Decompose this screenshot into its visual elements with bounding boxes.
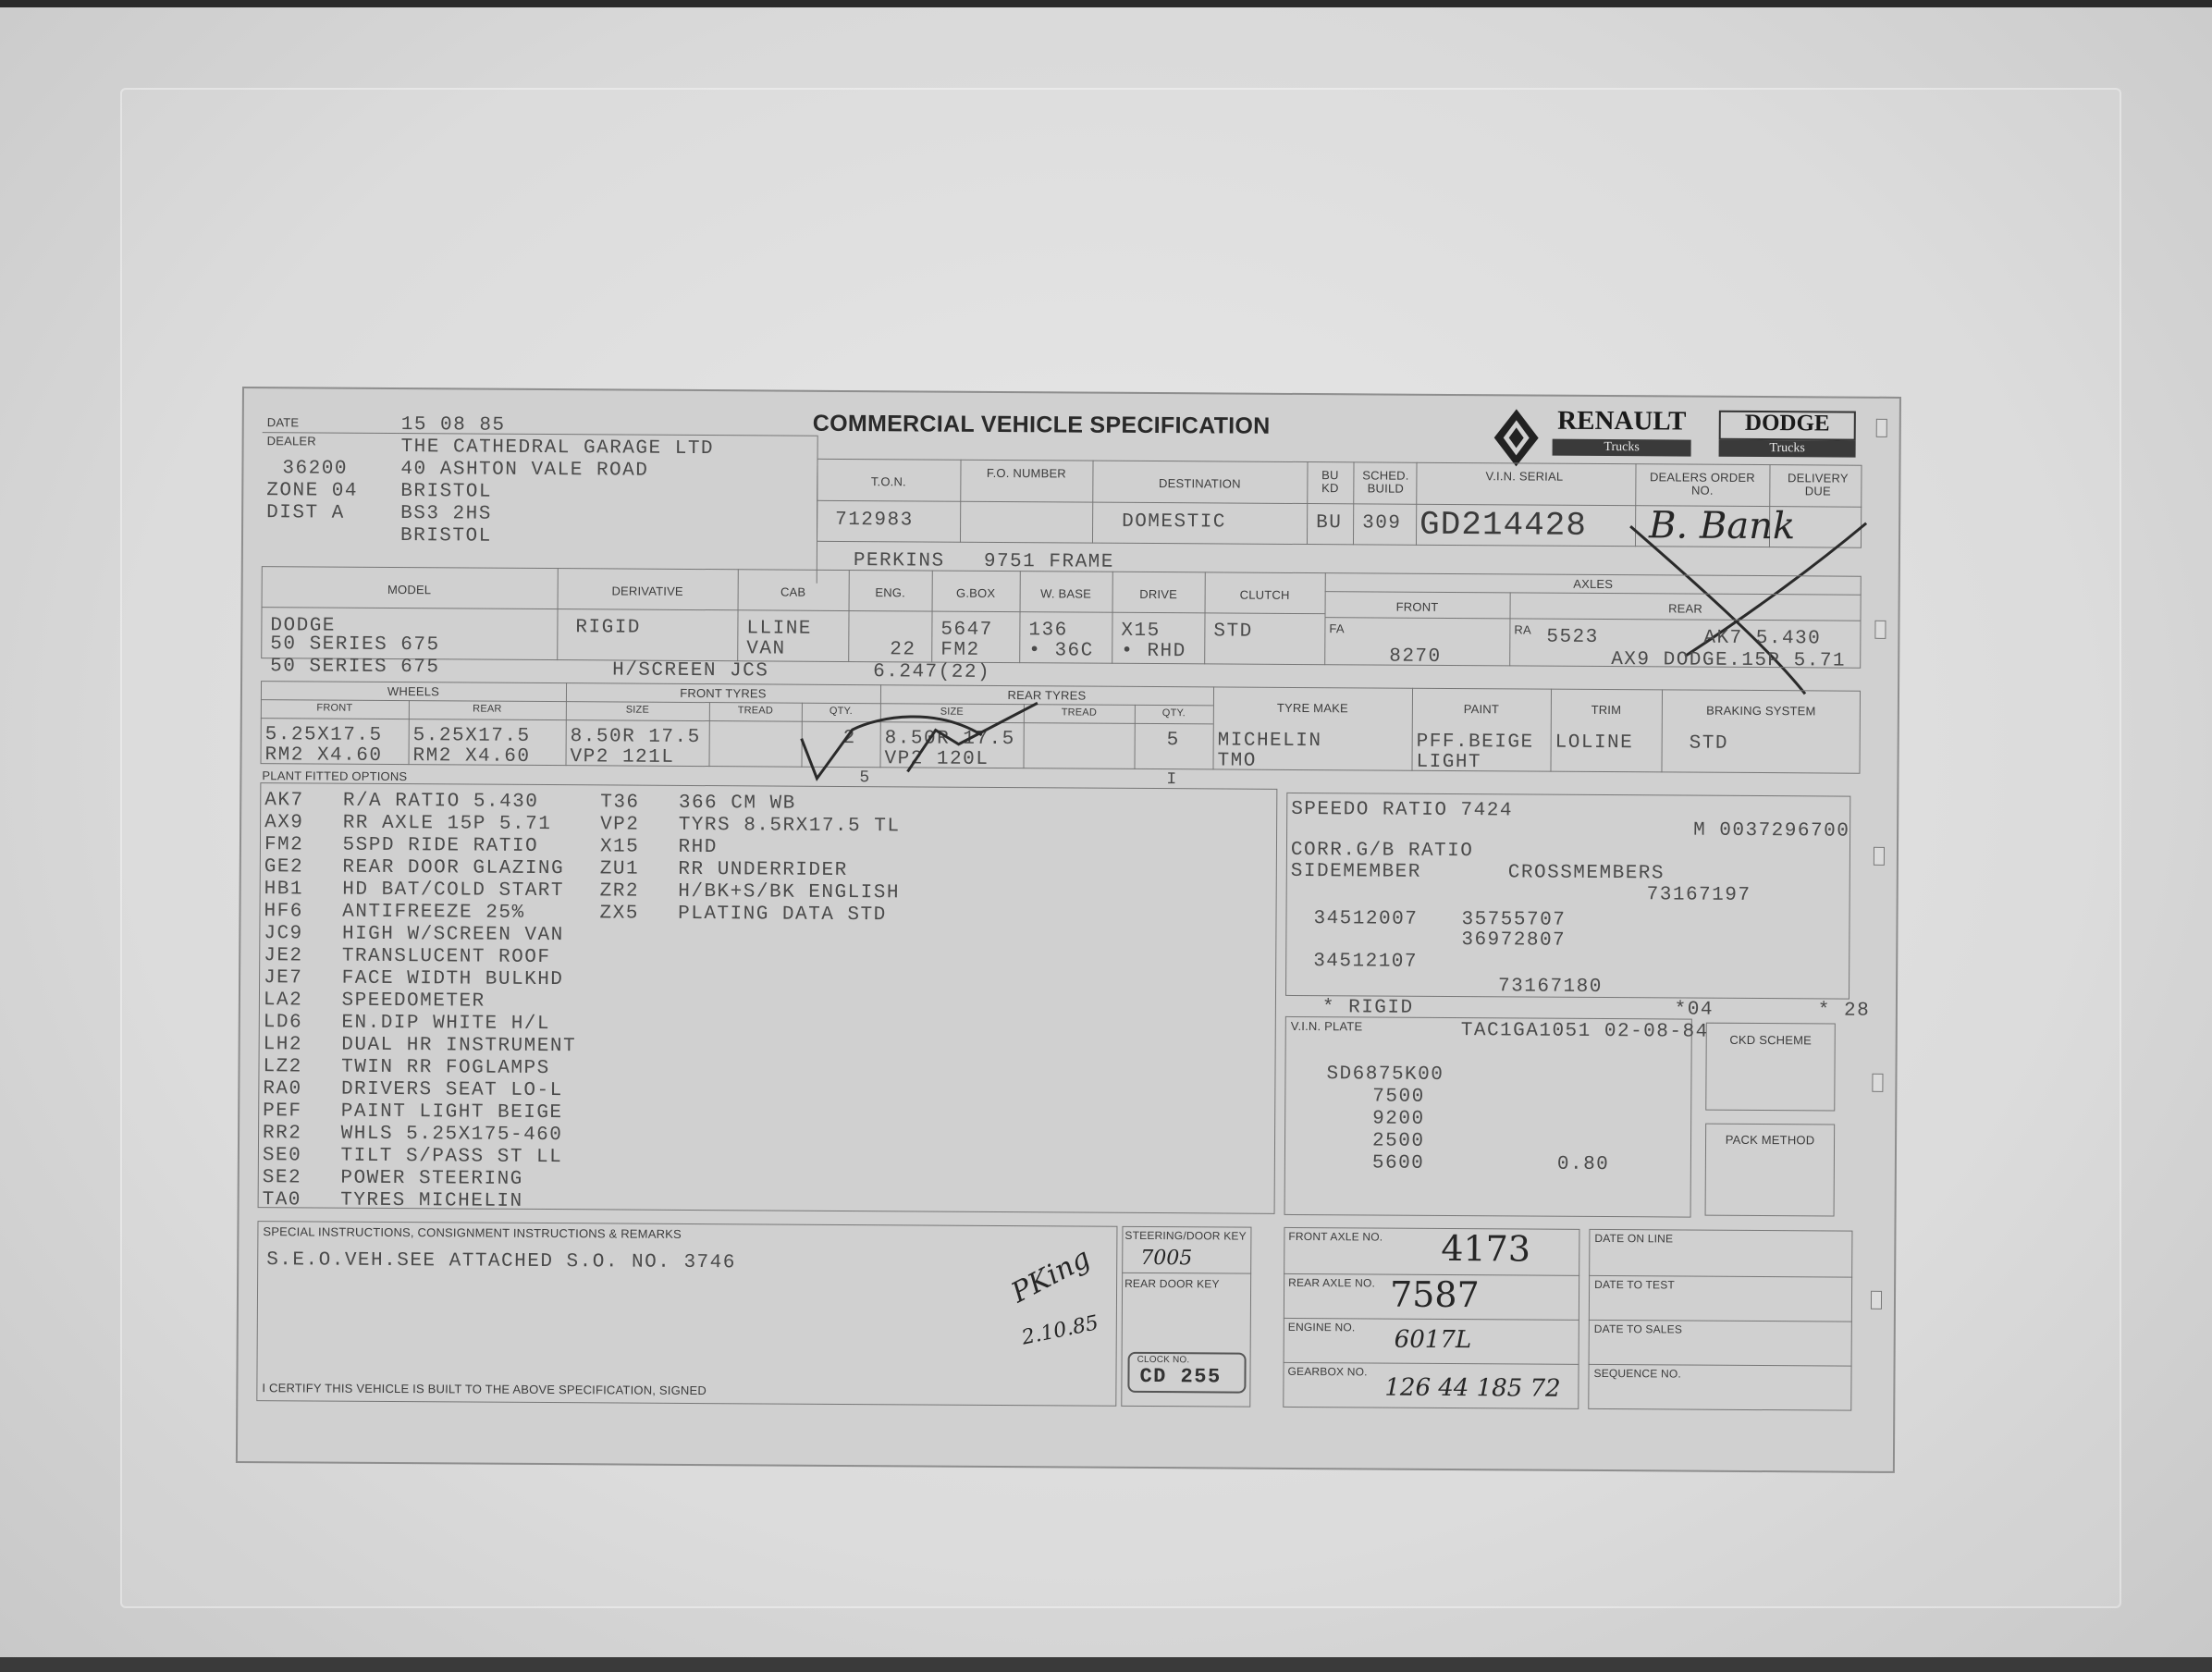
form-title: COMMERCIAL VEHICLE SPECIFICATION (812, 410, 1271, 439)
certify-line: I CERTIFY THIS VEHICLE IS BUILT TO THE ABOVE SPECIFICATION, SIGNED (262, 1381, 707, 1398)
braking-label: BRAKING SYSTEM (1706, 703, 1816, 719)
eng-value: 22 (890, 639, 916, 661)
dealer-code: ZONE 04 (266, 480, 359, 502)
rear-axle-1: AK7 5.430 (1703, 627, 1822, 650)
dealer-line: BS3 2HS (400, 503, 492, 525)
screen-line: H/SCREEN JCS 6.247(22) (612, 659, 991, 683)
axles-rear-label: REAR (1668, 601, 1703, 616)
rear-axle-label: REAR AXLE NO. (1288, 1275, 1376, 1290)
sequence-label: SEQUENCE NO. (1593, 1366, 1681, 1381)
destination-value: DOMESTIC (1122, 510, 1227, 534)
punch-hole (1876, 419, 1887, 437)
option-line: GE2 REAR DOOR GLAZING (264, 856, 565, 880)
option-line: FM2 5SPD RIDE RATIO (264, 834, 539, 857)
punch-hole (1874, 847, 1885, 866)
rear-size-label: SIZE (940, 706, 965, 718)
dealer-line: BRISTOL (399, 525, 492, 547)
front-axle-value: 4173 (1441, 1227, 1531, 1270)
ckd-label: CKD SCHEME (1729, 1032, 1813, 1048)
renault-logo: RENAULT (1557, 405, 1687, 436)
rear-door-key-label: REAR DOOR KEY (1124, 1276, 1220, 1291)
cross-3: 36972807 (1461, 929, 1567, 952)
engine-value: 6017L (1394, 1325, 1472, 1355)
option-line: ZX5 PLATING DATA STD (599, 903, 887, 927)
date-label: DATE (266, 415, 300, 430)
fa-value: 8270 (1389, 645, 1442, 668)
derivative-value: RIGID (575, 617, 641, 639)
option-line: RR2 WHLS 5.25X175-460 (262, 1123, 563, 1147)
dealer-code: 36200 (282, 458, 349, 480)
corr-line: CORR.G/B RATIO (1290, 839, 1474, 863)
axles-front-label: FRONT (1395, 599, 1439, 614)
option-line: HB1 HD BAT/COLD START (264, 879, 565, 903)
model-header: MODEL (387, 582, 432, 597)
option-line: JE2 TRANSLUCENT ROOF (264, 945, 551, 969)
ton-label: T.O.N. (870, 474, 906, 489)
rear-axle-value: 7587 (1389, 1273, 1480, 1316)
sched-value: 309 (1362, 512, 1402, 535)
crossmembers-label: CROSSMEMBERS (1507, 862, 1665, 885)
cab-header: CAB (780, 584, 806, 599)
front-tread-label: TREAD (737, 705, 774, 717)
front-size-value: 8.50R 17.5 VP2 121L (570, 726, 701, 768)
clutch-value: STD (1213, 621, 1253, 643)
rear-axle-2: AX9 DODGE.15P 5.71 (1611, 649, 1847, 672)
side-1: 34512007 (1313, 908, 1419, 930)
option-line: LD6 EN.DIP WHITE H/L (263, 1012, 551, 1036)
speedo-footer: * RIGID *04 * 28 (1321, 997, 1871, 1022)
options-label: PLANT FITTED OPTIONS (262, 768, 408, 784)
option-line: LA2 SPEEDOMETER (263, 990, 485, 1013)
dodge-logo: DODGE (1744, 410, 1830, 436)
rear-tyres-label: REAR TYRES (1007, 688, 1087, 703)
rear-wheel-value: 5.25X17.5 RM2 X4.60 (412, 725, 531, 768)
remarks-value: S.E.O.VEH.SEE ATTACHED S.O. NO. 3746 (266, 1249, 736, 1274)
vin-value: GD214428 (1419, 505, 1588, 545)
ton-value: 712983 (835, 509, 914, 532)
dealer-line: 40 ASHTON VALE ROAD (400, 459, 649, 482)
front-qty-value: 2 (842, 727, 856, 750)
option-line: LH2 DUAL HR INSTRUMENT (263, 1034, 577, 1058)
plate-line: 9200 (1372, 1108, 1425, 1130)
scan-edge-top (0, 0, 2212, 7)
tyre-make-label: TYRE MAKE (1276, 700, 1348, 716)
check-mark (796, 697, 1149, 787)
plate-ratio: 0.80 (1556, 1153, 1610, 1176)
trim-label: TRIM (1591, 702, 1622, 718)
rule (263, 432, 817, 436)
trim-value: LOLINE (1555, 732, 1634, 755)
signature: PKing (1006, 1241, 1096, 1310)
destination-label: DESTINATION (1159, 476, 1241, 491)
derivative-header: DERIVATIVE (611, 584, 683, 598)
dealer-code: DIST A (266, 502, 345, 524)
option-line: T36 366 CM WB (600, 792, 796, 815)
m-number: M 0037296700 (1693, 819, 1850, 842)
side-2: 34512107 (1313, 951, 1419, 973)
plate-line: SD6875K00 (1326, 1063, 1444, 1086)
date-to-test-label: DATE TO TEST (1594, 1277, 1676, 1292)
drive-value: X15 • RHD (1121, 620, 1186, 663)
dealer-label: DEALER (266, 434, 316, 449)
cross-1: 73167197 (1646, 884, 1751, 906)
rear-qty-label: QTY. (1161, 707, 1186, 719)
dealer-line: BRISTOL (400, 481, 493, 503)
option-line: PEF PAINT LIGHT BEIGE (263, 1100, 563, 1125)
rear-qty-value: 5 (1166, 730, 1180, 752)
option-line: JC9 HIGH W/SCREEN VAN (264, 923, 564, 947)
front-qty-label: QTY. (829, 705, 853, 718)
option-line: SE2 POWER STEERING (262, 1167, 523, 1190)
option-line: LZ2 TWIN RR FOGLAMPS (263, 1056, 550, 1080)
wbase-header: W. BASE (1040, 586, 1092, 601)
model-value: DODGE (270, 615, 337, 637)
engine-label: ENGINE NO. (1287, 1320, 1356, 1334)
vin-plate-value: TAC1GA1051 02-08-84 (1460, 1020, 1709, 1043)
bu-kd-value: BU (1316, 512, 1343, 535)
tyre-make-value: MICHELIN TMO (1217, 730, 1322, 772)
perkins-line: PERKINS 9751 FRAME (853, 550, 1114, 573)
wbase-value: 136 • 36C (1028, 620, 1094, 662)
punch-hole (1871, 1291, 1882, 1309)
option-line: RA0 DRIVERS SEAT LO-L (263, 1078, 563, 1102)
plate-line: 5600 (1371, 1152, 1425, 1174)
spec-form (236, 387, 1901, 1473)
punch-hole (1874, 621, 1886, 639)
renault-diamond-icon (1492, 407, 1540, 468)
cross-2: 35755707 (1461, 909, 1567, 931)
delivery-label: DELIVERY DUE (1788, 471, 1849, 498)
wheels-label: WHEELS (387, 683, 440, 699)
options-col1 (263, 790, 578, 1213)
dodge-sub: Trucks (1719, 440, 1856, 458)
sched-label: SCHED. BUILD (1362, 468, 1409, 496)
gearbox-value: 126 44 185 72 (1384, 1373, 1561, 1403)
wheel-rear-label: REAR (473, 703, 502, 715)
pack-label: PACK METHOD (1725, 1132, 1815, 1148)
options-col2 (599, 792, 900, 927)
option-line: AK7 R/A RATIO 5.430 (264, 790, 539, 813)
punch-hole (1872, 1074, 1883, 1092)
wheel-front-label: FRONT (316, 702, 353, 714)
dealers-order-label: DEALERS ORDER NO. (1649, 470, 1755, 498)
vin-plate-label: V.I.N. PLATE (1290, 1018, 1363, 1034)
vin-plate-box (1284, 1016, 1692, 1218)
ra-label: RA (1514, 622, 1531, 637)
stamp-label: CLOCK NO. (1137, 1354, 1190, 1366)
date-on-line-label: DATE ON LINE (1594, 1231, 1674, 1246)
gbox-header: G.BOX (956, 585, 996, 600)
rear-tread-label: TREAD (1061, 707, 1098, 719)
date-to-sales-label: DATE TO SALES (1593, 1322, 1683, 1336)
front-wheel-value: 5.25X17.5 RM2 X4.60 (264, 724, 383, 767)
sidemember-label: SIDEMEMBER (1290, 860, 1421, 883)
cab-value: LLINE VAN (746, 618, 812, 660)
option-line: X15 RHD (599, 836, 718, 859)
steering-key-value: 7005 (1140, 1246, 1193, 1271)
drive-header: DRIVE (1139, 586, 1178, 602)
fa-label: FA (1329, 621, 1345, 636)
axles-label: AXLES (1573, 576, 1614, 592)
date-value: 15 08 85 (400, 414, 506, 436)
scan-edge-bottom (0, 1657, 2212, 1672)
front-size-label: SIZE (625, 704, 650, 716)
remarks-box (256, 1221, 1117, 1407)
front-axle-label: FRONT AXLE NO. (1288, 1229, 1383, 1244)
paint-label: PAINT (1463, 702, 1500, 717)
clutch-header: CLUTCH (1239, 587, 1290, 602)
gearbox-label: GEARBOX NO. (1287, 1364, 1368, 1379)
option-line: ZU1 RR UNDERRIDER (599, 858, 848, 882)
ra-value: 5523 (1546, 626, 1599, 648)
dealers-order-value: B. Bank (1648, 504, 1796, 548)
speedo-ratio: SPEEDO RATIO 7424 (1291, 798, 1514, 822)
stamp-value: CD 255 (1139, 1364, 1222, 1389)
option-line: AX9 RR AXLE 15P 5.71 (264, 812, 552, 836)
steering-key-label: STEERING/DOOR KEY (1124, 1228, 1247, 1243)
paint-value: PFF.BEIGE LIGHT (1416, 731, 1534, 774)
braking-value: STD (1689, 732, 1729, 755)
option-line: HF6 ANTIFREEZE 25% (264, 901, 525, 924)
fo-label: F.O. NUMBER (986, 465, 1066, 481)
rear-qty-hand: I (1166, 770, 1178, 790)
option-line: SE0 TILT S/PASS ST LL (262, 1145, 563, 1169)
option-line: TA0 TYRES MICHELIN (262, 1189, 523, 1212)
front-tyres-label: FRONT TYRES (680, 685, 767, 701)
option-line: ZR2 H/BK+S/BK ENGLISH (599, 880, 901, 904)
remarks-label: SPECIAL INSTRUCTIONS, CONSIGNMENT INSTRUCTIONS & REMARKS (263, 1224, 682, 1241)
model-series: 50 SERIES 675 (270, 656, 440, 679)
vin-label: V.I.N. SERIAL (1485, 469, 1564, 484)
front-qty-hand: 5 (859, 768, 871, 788)
rear-size-value: 8.50R 17.5 VP2 120L (884, 728, 1015, 770)
bu-kd-label: BU KD (1321, 468, 1339, 495)
model-series: 50 SERIES 675 (270, 633, 440, 657)
dealer-line: THE CATHEDRAL GARAGE LTD (400, 436, 715, 461)
cross-4: 73167180 (1497, 976, 1603, 998)
gbox-value: 5647 FM2 (940, 619, 993, 661)
plate-line: 2500 (1371, 1130, 1425, 1152)
plate-line: 7500 (1372, 1086, 1425, 1108)
option-line: VP2 TYRS 8.5RX17.5 TL (600, 814, 901, 838)
option-line: JE7 FACE WIDTH BULKHD (264, 967, 564, 991)
eng-header: ENG. (875, 585, 905, 600)
renault-sub: Trucks (1553, 439, 1691, 457)
sign-date: 2.10.85 (1019, 1311, 1101, 1350)
